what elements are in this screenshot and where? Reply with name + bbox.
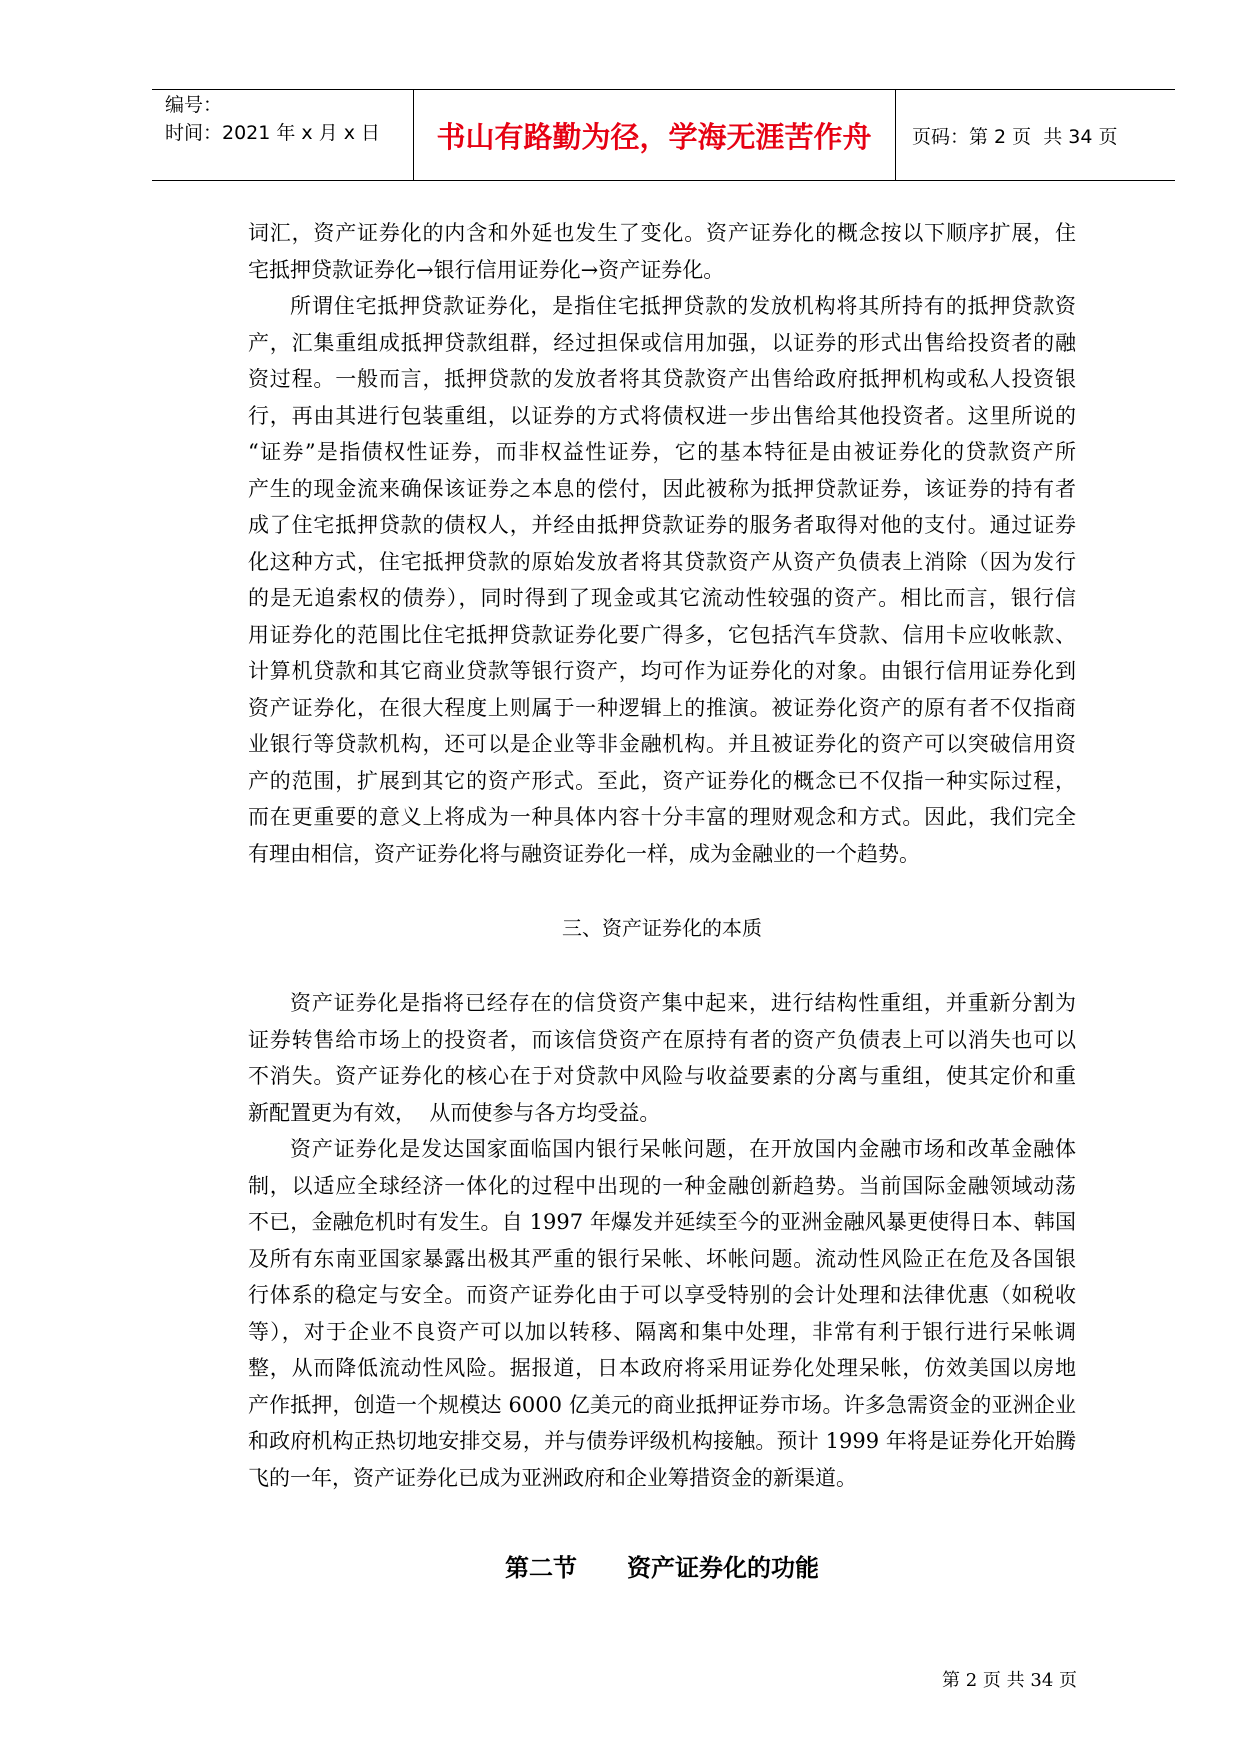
body-text-line: 而在更重要的意义上将成为一种具体内容十分丰富的理财观念和方式。因此，我们完全: [248, 805, 1076, 829]
paragraph-essence: [248, 985, 1076, 1131]
body-text-line: 产生的现金流来确保该证券之本息的偿付，因此被称为抵押贷款证券，该证券的持有者: [248, 476, 1076, 501]
body-text-line: 产，汇集重组成抵押贷款组群，经过担保或信用加强，以证券的形式出售给投资者的融: [248, 330, 1076, 355]
document-number-label: 编号：: [165, 94, 223, 116]
paragraph-mortgage: [248, 288, 1076, 872]
body-text-line: 词汇，资产证券化的内含和外延也发生了变化。资产证券化的概念按以下顺序扩展，住: [248, 221, 1076, 245]
body-text-line: 资产证券化是指将已经存在的信贷资产集中起来，进行结构性重组，并重新分割为: [290, 991, 1076, 1015]
body-text-line: 用证券化的范围比住宅抵押贷款证券化要广得多，它包括汽车贷款、信用卡应收帐款、: [248, 622, 1076, 647]
body-text-line: 资过程。一般而言，抵押贷款的发放者将其贷款资产出售给政府抵押机构或私人投资银: [248, 367, 1076, 391]
page-header-table: [152, 89, 1175, 181]
document-date-label: 时间：2021 年 x 月 x 日: [165, 122, 381, 144]
body-text-line: 不消失。资产证券化的核心在于对贷款中风险与收益要素的分离与重组，使其定价和重: [248, 1064, 1076, 1088]
chapter-title: 资产证券化的功能: [627, 1554, 819, 1582]
body-text-line: 不已，金融危机时有发生。自 1997 年爆发并延续至今的亚洲金融风暴更使得日本、韩国: [248, 1210, 1076, 1234]
body-text-line: 制，以适应全球经济一体化的过程中出现的一种金融创新趋势。当前国际金融领域动荡: [248, 1173, 1076, 1198]
body-text-line: 整，从而降低流动性风险。据报道，日本政府将采用证券化处理呆帐，仿效美国以房地: [248, 1356, 1076, 1380]
body-text-line: 行体系的稳定与安全。而资产证券化由于可以享受特别的会计处理和法律优惠（如税收: [248, 1283, 1076, 1307]
header-page-info: 页码：第 2 页 共 34 页: [912, 125, 1118, 148]
body-text-line: 计算机贷款和其它商业贷款等银行资产，均可作为证券化的对象。由银行信用证券化到: [248, 659, 1076, 683]
body-text-line: 及所有东南亚国家暴露出极其严重的银行呆帐、坏帐问题。流动性风险正在危及各国银: [248, 1246, 1076, 1271]
body-text-line: 业银行等贷款机构，还可以是企业等非金融机构。并且被证券化的资产可以突破信用资: [248, 732, 1076, 756]
paragraph-intro: [248, 215, 1076, 288]
body-text-line: 新配置更为有效， 从而使参与各方均受益。: [248, 1100, 661, 1125]
body-text-line: 的是无追索权的债券），同时得到了现金或其它流动性较强的资产。相比而言，银行信: [248, 586, 1076, 610]
body-text-line: 产作抵押，创造一个规模达 6000 亿美元的商业抵押证券市场。许多急需资金的亚洲企业: [248, 1392, 1076, 1417]
body-text-line: 化这种方式，住宅抵押贷款的原始发放者将其贷款资产从资产负债表上消除（因为发行: [248, 549, 1076, 574]
body-text-line: 宅抵押贷款证券化→银行信用证券化→资产证券化。: [248, 257, 725, 282]
header-divider: [895, 90, 896, 180]
chapter-number: 第二节: [505, 1554, 577, 1582]
paragraph-trend: [248, 1131, 1076, 1496]
body-text-line: 所谓住宅抵押贷款证券化，是指住宅抵押贷款的发放机构将其所持有的抵押贷款资: [290, 294, 1076, 318]
body-text-line: 资产证券化是发达国家面临国内银行呆帐问题，在开放国内金融市场和改革金融体: [290, 1137, 1076, 1161]
body-text-line: 成了住宅抵押贷款的债权人，并经由抵押贷款证券的服务者取得对他的支付。通过证券: [248, 513, 1076, 537]
body-text-line: 产的范围，扩展到其它的资产形式。至此，资产证券化的概念已不仅指一种实际过程，: [248, 768, 1076, 793]
body-text-line: 和政府机构正热切地安排交易，并与债券评级机构接触。预计 1999 年将是证券化开始腾: [248, 1429, 1076, 1453]
body-text-line: 有理由相信，资产证券化将与融资证券化一样，成为金融业的一个趋势。: [248, 841, 920, 866]
body-text-line: 证券转售给市场上的投资者，而该信贷资产在原持有者的资产负债表上可以消失也可以: [248, 1027, 1076, 1052]
body-text-line: 等），对于企业不良资产可以加以转移、隔离和集中处理，非常有利于银行进行呆帐调: [248, 1319, 1076, 1344]
body-text-line: 行，再由其进行包装重组，以证券的方式将债权进一步出售给其他投资者。这里所说的: [248, 403, 1076, 428]
body-text-line: “证券”是指债权性证券，而非权益性证券，它的基本特征是由被证券化的贷款资产所: [248, 440, 1076, 464]
page-footer: 第 2 页 共 34 页: [942, 1670, 1077, 1691]
body-text-line: 飞的一年，资产证券化已成为亚洲政府和企业筹措资金的新渠道。: [248, 1465, 857, 1490]
section-heading: 三、资产证券化的本质: [562, 916, 762, 940]
header-motto: 书山有路勤为径，学海无涯苦作舟: [436, 119, 872, 154]
chapter-heading: [248, 1550, 1076, 1586]
body-text-line: 资产证券化，在很大程度上则属于一种逻辑上的推演。被证券化资产的原有者不仅指商: [248, 695, 1076, 720]
